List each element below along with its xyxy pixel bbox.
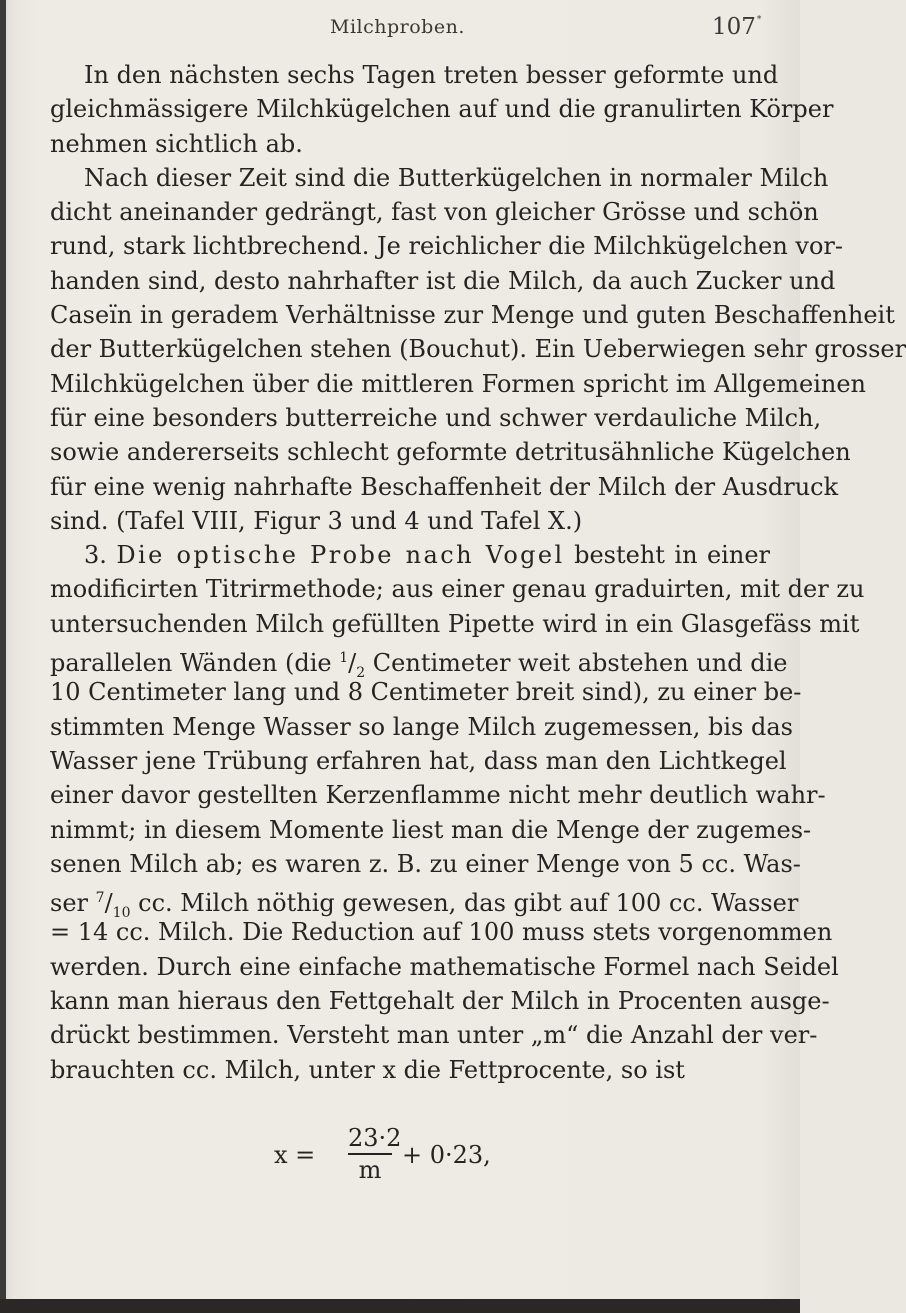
running-head: Milchproben. <box>330 16 465 38</box>
formula-fraction <box>348 1124 402 1184</box>
text-line: nimmt; in diesem Momente liest man die Menge der zugemes- <box>50 815 812 844</box>
text-line: Wasser jene Trübung erfahren hat, dass man den Lichtkegel <box>50 746 787 775</box>
text-line: einer davor gestellten Kerzenflamme nicht mehr deutlich wahr- <box>50 781 826 810</box>
page-bottom-edge <box>0 1299 800 1313</box>
formula-rhs: + 0·23, <box>402 1141 491 1169</box>
text-line-with-fraction: parallelen Wänden (die $^1/_2$ Centimeter weit abstehen und die <box>50 649 788 681</box>
formula-lhs: x = <box>274 1141 316 1169</box>
text-line: modificirten Titrirmethode; aus einer genau graduirten, mit der zu <box>50 575 865 604</box>
fraction-bar <box>348 1153 392 1155</box>
text-line: rund, stark lichtbrechend. Je reichlicher die Milchkügelchen vor- <box>50 232 844 261</box>
text-line: kann man hieraus den Fettgehalt der Milch in Procenten ausge- <box>50 987 830 1016</box>
text-line: Milchkügelchen über die mittleren Formen spricht im Allgemeinen <box>50 369 866 398</box>
text-line: Nach dieser Zeit sind die Butterkügelchen in normaler Milch <box>84 163 829 192</box>
text-line: 10 Centimeter lang und 8 Centimeter breit sind), zu einer be- <box>50 678 802 707</box>
text-line: senen Milch ab; es waren z. B. zu einer Menge von 5 cc. Was- <box>50 849 801 878</box>
text-line-with-fraction: ser $^7/_{10}$ cc. Milch nöthig gewesen, das gibt auf 100 cc. Wasser <box>50 889 799 921</box>
text-line: untersuchenden Milch gefüllten Pipette wird in ein Glasgefäss mit <box>50 609 860 638</box>
page-gutter-shadow <box>0 0 6 1313</box>
text-line: = 14 cc. Milch. Die Reduction auf 100 muss stets vorgenommen <box>50 918 833 947</box>
text-line: brauchten cc. Milch, unter x die Fettprocente, so ist <box>50 1055 685 1084</box>
text-line: dicht aneinander gedrängt, fast von gleicher Grösse und schön <box>50 198 819 227</box>
text-line: der Butterkügelchen stehen (Bouchut). Ein Ueberwiegen sehr grosser <box>50 335 906 364</box>
section-heading-line <box>50 538 770 572</box>
text-line: Caseïn in geradem Verhältnisse zur Menge und guten Beschaffenheit <box>50 301 895 330</box>
text-line: sind. (Tafel VIII, Figur 3 und 4 und Tafel X.) <box>50 506 583 535</box>
section-number: 3. <box>84 541 107 570</box>
text-line: stimmten Menge Wasser so lange Milch zugemessen, bis das <box>50 712 793 741</box>
text-line: sowie andererseits schlecht geformte detritusähnliche Kügelchen <box>50 438 851 467</box>
fraction-seven-tenths: $^7/_{10}$ <box>95 889 131 921</box>
text-line: gleichmässigere Milchkügelchen auf und die granulirten Körper <box>50 95 834 124</box>
text-line: In den nächsten sechs Tagen treten besser geformte und <box>84 61 779 89</box>
page-number-mark: * <box>756 15 762 25</box>
text-line: drückt bestimmen. Versteht man unter „m“ die Anzahl der ver- <box>50 1021 818 1050</box>
body-text <box>50 58 906 1087</box>
fat-content-formula <box>274 1125 594 1195</box>
section-title: Die optische Probe nach Vogel <box>116 541 565 570</box>
formula-numerator: 23·2 <box>348 1124 402 1152</box>
page-header <box>0 12 800 44</box>
page-number: 107* <box>712 14 762 40</box>
formula-denominator: m <box>358 1155 382 1184</box>
text-line: für eine wenig nahrhafte Beschaffenheit der Milch der Ausdruck <box>50 472 839 501</box>
fraction-half: $^1/_2$ <box>339 649 366 681</box>
text-line: handen sind, desto nahrhafter ist die Milch, da auch Zucker und <box>50 266 836 295</box>
text-span: besteht in einer <box>574 541 770 570</box>
text-line: werden. Durch eine einfache mathematische Formel nach Seidel <box>50 952 839 981</box>
text-line: für eine besonders butterreiche und schwer verdauliche Milch, <box>50 403 822 432</box>
text-line: nehmen sichtlich ab. <box>50 129 303 158</box>
